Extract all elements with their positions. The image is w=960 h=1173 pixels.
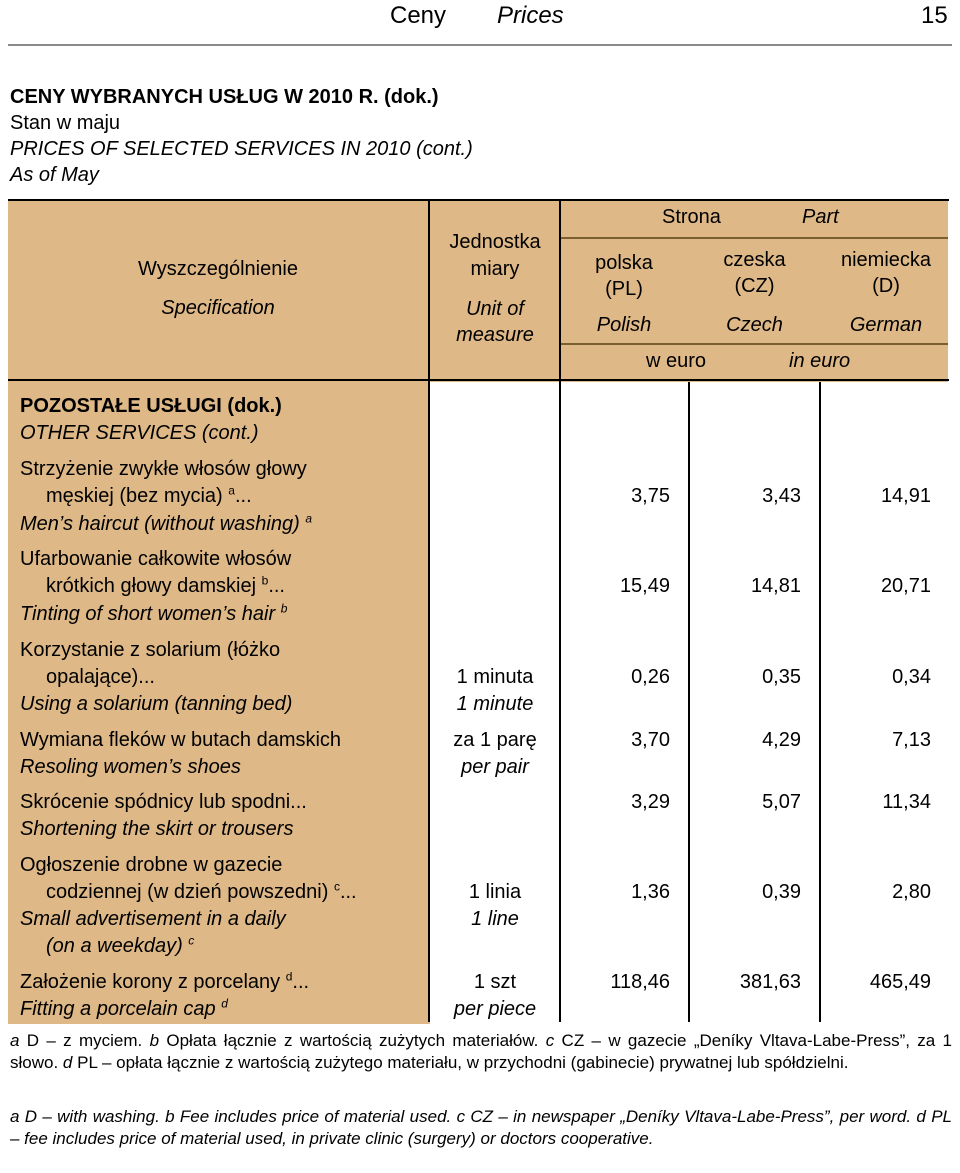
pl-heading-2: (PL) (605, 278, 643, 300)
cz-heading-2: (CZ) (734, 275, 775, 297)
row-5-label-pl: Skrócenie spódnicy lub spodni... (20, 791, 307, 813)
table-title (10, 84, 473, 188)
currency-rule (560, 343, 948, 345)
row-4-label-en: Resoling women’s shoes (20, 756, 241, 778)
row-6-unit-pl: 1 linia (468, 881, 522, 903)
title-pl: CENY WYBRANYCH USŁUG W 2010 R. (dok.) (10, 86, 439, 108)
row-2-value-cz: 14,81 (750, 575, 801, 597)
row-5-label-en: Shortening the skirt or trousers (20, 818, 294, 840)
row-6-value-cz: 0,39 (762, 881, 801, 903)
row-1-label-pl-2: męskiej (bez mycia) $^a$... (46, 483, 252, 507)
pl-heading-en: Polish (596, 314, 652, 336)
de-heading-2: (D) (872, 275, 900, 297)
row-5-value-cz: 5,07 (762, 791, 801, 813)
row-4-value-de: 7,13 (892, 729, 931, 751)
row-3-label-pl-1: Korzystanie z solarium (łóżko (20, 639, 281, 661)
row-7-label-pl: Założenie korony z porcelany $^d$... (20, 969, 310, 993)
row-6-unit-en: 1 line (471, 908, 519, 930)
row-2-label-pl-2: krótkich głowy damskiej $^b$... (46, 573, 285, 597)
row-7-value-cz: 381,63 (739, 971, 801, 993)
row-2-value-pl: 15,49 (619, 575, 670, 597)
running-header-en: Prices (497, 2, 564, 29)
row-5-value-de: 11,34 (882, 791, 931, 813)
footnotes-pl: a D – z myciem. b Opłata łącznie z wartością zużytych materiałów. c CZ – w gazecie „Deníky Vltava-Labe-Press”, za 1 słowo. d PL – opłata łącznie z wartością zużytego materiału, w przychodni (gabinecie) prywatnej lub spółdzielni. (10, 1031, 953, 1072)
row-6-label-pl-1: Ogłoszenie drobne w gazecie (20, 854, 283, 876)
row-2-label-pl-1: Ufarbowanie całkowite włosów (20, 548, 292, 570)
row-4-unit-pl: za 1 parę (453, 729, 537, 751)
spec-heading-pl: Wyszczególnienie (138, 258, 298, 280)
running-header-pl: Ceny (390, 2, 447, 29)
currency-heading-en: in euro (789, 350, 851, 372)
row-7-label-en: Fitting a porcelain cap $^d$ (20, 996, 228, 1020)
row-6-label-pl-2: codziennej (w dzień powszedni) $^c$... (46, 879, 357, 903)
spec-heading-en: Specification (161, 297, 275, 319)
row-1-label-pl-1: Strzyżenie zwykłe włosów głowy (20, 458, 307, 480)
row-5-value-pl: 3,29 (631, 791, 670, 813)
party-heading-pl: Strona (662, 206, 721, 228)
unit-heading-pl-2: miary (470, 258, 520, 280)
row-3-value-de: 0,34 (892, 666, 931, 688)
footnotes-en: a D – with washing. b Fee includes price of material used. c CZ – in newspaper „Deníky Vltava-Labe-Press”, per word. d PL – fee includes price of material used, in private clinic (surgery) or doctors cooperative. (10, 1107, 952, 1148)
row-6-label-en-2: (on a weekday) $^c$ (46, 933, 195, 957)
unit-heading-pl-1: Jednostka (449, 231, 541, 253)
row-7-unit-en: per piece (453, 998, 537, 1020)
de-heading-en: German (849, 314, 923, 336)
cz-heading-en: Czech (726, 314, 783, 336)
row-2-label-en: Tinting of short women’s hair $^b$ (20, 601, 288, 625)
row-6-label-en-1: Small advertisement in a daily (20, 908, 286, 930)
title-en-sub: As of May (10, 164, 99, 186)
row-7-unit-pl: 1 szt (473, 971, 517, 993)
page-number: 15 (921, 2, 948, 29)
column-divider-cz (688, 382, 690, 1022)
party-heading-en: Part (802, 206, 839, 228)
row-4-value-cz: 4,29 (762, 729, 801, 751)
row-2-value-de: 20,71 (880, 575, 931, 597)
row-1-value-pl: 3,75 (631, 485, 670, 507)
pl-heading-1: polska (595, 252, 653, 274)
section-heading-pl: POZOSTAŁE USŁUGI (dok.) (20, 395, 282, 417)
row-7-value-pl: 118,46 (610, 971, 670, 993)
row-1-label-en: Men’s haircut (without washing) $^a$ (20, 511, 312, 535)
currency-heading-pl: w euro (646, 350, 707, 372)
de-heading-1: niemiecka (840, 249, 932, 271)
title-en: PRICES OF SELECTED SERVICES IN 2010 (cont.) (10, 138, 473, 160)
row-3-value-cz: 0,35 (762, 666, 801, 688)
row-3-label-pl-2: opalające)... (46, 666, 155, 688)
row-4-label-pl: Wymiana fleków w butach damskich (20, 729, 342, 751)
row-3-unit-pl: 1 minuta (456, 666, 534, 688)
unit-heading-en-1: Unit of (466, 298, 524, 320)
row-3-value-pl: 0,26 (631, 666, 670, 688)
row-1-value-de: 14,91 (880, 485, 931, 507)
row-1-value-cz: 3,43 (762, 485, 801, 507)
section-heading-en: OTHER SERVICES (cont.) (20, 422, 259, 444)
row-3-label-en: Using a solarium (tanning bed) (20, 693, 293, 715)
row-7-value-de: 465,49 (869, 971, 931, 993)
header-rule (8, 44, 952, 46)
row-4-unit-en: per pair (461, 756, 529, 778)
title-pl-sub: Stan w maju (10, 112, 121, 134)
column-divider-de (819, 382, 821, 1022)
row-6-value-de: 2,80 (892, 881, 931, 903)
strona-rule (560, 237, 948, 239)
unit-heading-en-2: measure (456, 324, 534, 346)
cz-heading-1: czeska (723, 249, 786, 271)
row-3-unit-en: 1 minute (456, 693, 534, 715)
row-6-value-pl: 1,36 (631, 881, 670, 903)
row-4-value-pl: 3,70 (631, 729, 670, 751)
